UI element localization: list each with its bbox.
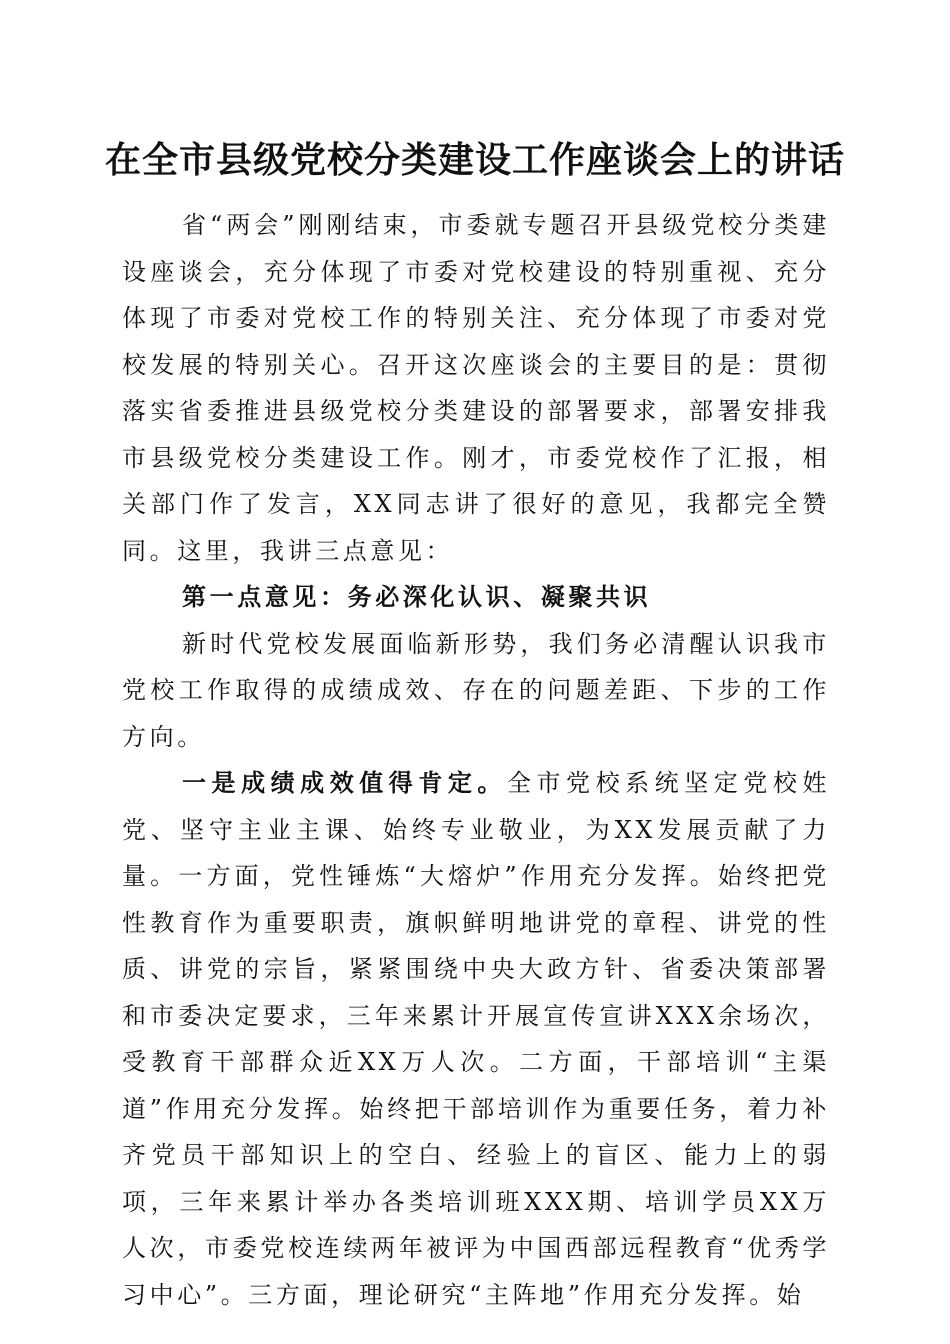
- achievements-lead: 一是成绩成效值得肯定。: [182, 768, 507, 797]
- section-1-paragraph: 新时代党校发展面临新形势，我们务必清醒认识我市党校工作取得的成绩成效、存在的问题差距、下步的工作方向。: [122, 629, 830, 751]
- achievements-paragraph: [122, 760, 830, 1318]
- document-body: [122, 202, 830, 1318]
- intro-paragraph: 省“两会”刚刚结束，市委就专题召开县级党校分类建设座谈会，充分体现了市委对党校建设的特别重视、充分体现了市委对党校工作的特别关注、充分体现了市委对党校发展的特别关心。召开这次座谈会的主要目的是：贯彻落实省委推进县级党校分类建设的部署要求，部署安排我市县级党校分类建设工作。刚才，市委党校作了汇报，相关部门作了发言，XX同志讲了很好的意见，我都完全赞同。这里，我讲三点意见：: [122, 211, 830, 565]
- achievements-text: 全市党校系统坚定党校姓党、坚守主业主课、始终专业敬业，为XX发展贡献了力量。一方面，党性锤炼“大熔炉”作用充分发挥。始终把党性教育作为重要职责，旗帜鲜明地讲党的章程、讲党的性质、讲党的宗旨，紧紧围绕中央大政方针、省委决策部署和市委决定要求，三年来累计开展宣传宣讲XXX余场次，受教育干部群众近XX万人次。二方面，干部培训“主渠道”作用充分发挥。始终把干部培训作为重要任务，着力补齐党员干部知识上的空白、经验上的盲区、能力上的弱项，三年来累计举办各类培训班XXX期、培训学员XX万人次，市委党校连续两年被评为中国西部远程教育“优秀学习中心”。三方面，理论研究“主阵地”作用充分发挥。始: [122, 769, 830, 1309]
- document-title: 在全市县级党校分类建设工作座谈会上的讲话: [104, 139, 845, 181]
- section-heading-1: 第一点意见：务必深化认识、凝聚共识: [182, 582, 652, 611]
